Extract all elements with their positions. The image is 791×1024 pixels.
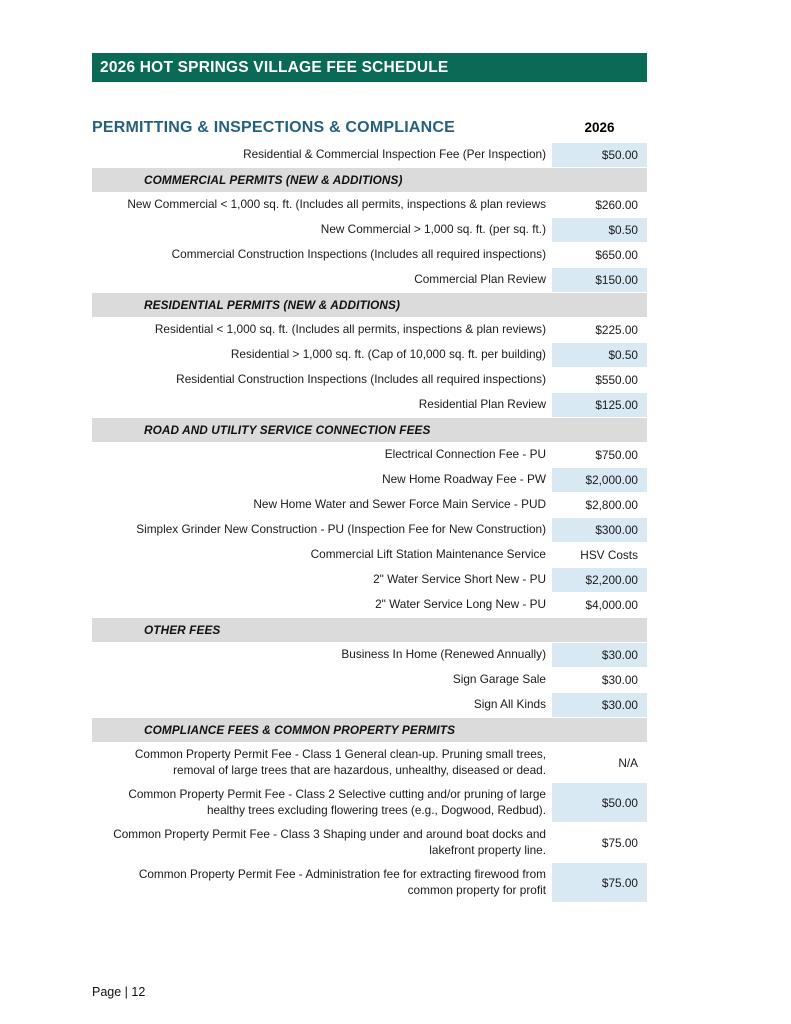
- fee-label: Commercial Plan Review: [414, 272, 546, 287]
- fee-value: HSV Costs: [580, 548, 638, 562]
- section-header-row: [92, 418, 647, 442]
- fee-value: $0.50: [552, 343, 647, 367]
- fee-label: Sign All Kinds: [473, 697, 546, 712]
- fee-row: [92, 593, 647, 617]
- section-header-row: [92, 718, 647, 742]
- fee-value: N/A: [618, 755, 638, 770]
- fee-row: [92, 743, 647, 782]
- fee-row: [92, 693, 647, 717]
- fee-label: 2" Water Service Long New - PU: [375, 597, 546, 612]
- fee-value: $260.00: [595, 198, 638, 212]
- fee-row: [92, 493, 647, 517]
- fee-value: $75.00: [601, 835, 638, 850]
- fee-value: $4,000.00: [585, 598, 638, 612]
- section-header-label: ROAD AND UTILITY SERVICE CONNECTION FEES: [144, 423, 431, 437]
- fee-row: [92, 568, 647, 592]
- fee-label: Residential > 1,000 sq. ft. (Cap of 10,000 sq. ft. per building): [230, 347, 546, 362]
- fee-row: [92, 443, 647, 467]
- fee-value: $50.00: [552, 143, 647, 167]
- section-header-label: OTHER FEES: [144, 623, 221, 637]
- fee-value: $550.00: [595, 373, 638, 387]
- fee-label: Simplex Grinder New Construction - PU (Inspection Fee for New Construction): [136, 522, 546, 537]
- fee-label: Residential < 1,000 sq. ft. (Includes all permits, inspections & plan reviews): [154, 322, 546, 337]
- fee-value: $650.00: [595, 248, 638, 262]
- section-header-label: RESIDENTIAL PERMITS (NEW & ADDITIONS): [144, 298, 401, 312]
- fee-row: [92, 393, 647, 417]
- fee-label: 2" Water Service Short New - PU: [373, 572, 546, 587]
- fee-label: New Commercial < 1,000 sq. ft. (Includes all permits, inspections & plan reviews: [127, 197, 546, 212]
- fee-label: Common Property Permit Fee - Administration fee for extracting firewood from common property for profit: [138, 867, 546, 897]
- fee-value: $30.00: [552, 643, 647, 667]
- fee-label: Sign Garage Sale: [452, 672, 546, 687]
- fee-row: [92, 243, 647, 267]
- section-header-row: [92, 293, 647, 317]
- fee-table: [92, 143, 647, 902]
- fee-row: [92, 318, 647, 342]
- fee-label: Common Property Permit Fee - Class 2 Selective cutting and/or pruning of large healthy trees excluding flowering trees (e.g., Dogwood, Redbud).: [128, 787, 546, 817]
- fee-label: New Home Water and Sewer Force Main Service - PUD: [253, 497, 546, 512]
- banner-title: 2026 HOT SPRINGS VILLAGE FEE SCHEDULE: [100, 58, 449, 76]
- fee-row: [92, 143, 647, 167]
- fee-value: $300.00: [552, 518, 647, 542]
- fee-label: Commercial Lift Station Maintenance Service: [310, 547, 546, 562]
- section-header-row: [92, 618, 647, 642]
- fee-value: $750.00: [595, 448, 638, 462]
- fee-row: [92, 783, 647, 822]
- fee-label: Residential Construction Inspections (Includes all required inspections): [176, 372, 546, 387]
- fee-label: Commercial Construction Inspections (Includes all required inspections): [171, 247, 546, 262]
- fee-label: Common Property Permit Fee - Class 3 Shaping under and around boat docks and lakefront property line.: [113, 827, 546, 857]
- fee-row: [92, 518, 647, 542]
- fee-value: $125.00: [552, 393, 647, 417]
- page-title: PERMITTING & INSPECTIONS & COMPLIANCE: [92, 119, 455, 136]
- fee-label: New Commercial > 1,000 sq. ft. (per sq. ft.): [320, 222, 546, 237]
- fee-value: $30.00: [601, 673, 638, 687]
- fee-row: [92, 193, 647, 217]
- fee-row: [92, 268, 647, 292]
- fee-label: Residential & Commercial Inspection Fee (Per Inspection): [243, 147, 546, 162]
- fee-label: New Home Roadway Fee - PW: [382, 472, 546, 487]
- fee-value: $150.00: [552, 268, 647, 292]
- fee-label: Electrical Connection Fee - PU: [384, 447, 546, 462]
- table-heading-row: [92, 119, 647, 137]
- page-footer: [92, 985, 145, 999]
- section-header-label: COMPLIANCE FEES & COMMON PROPERTY PERMITS: [144, 723, 456, 737]
- fee-value: $2,200.00: [552, 568, 647, 592]
- fee-value: $30.00: [552, 693, 647, 717]
- fee-value: $75.00: [552, 863, 647, 902]
- page-content: [92, 53, 647, 903]
- fee-row: [92, 668, 647, 692]
- fee-row: [92, 368, 647, 392]
- fee-label: Business In Home (Renewed Annually): [341, 647, 546, 662]
- section-header-label: COMMERCIAL PERMITS (NEW & ADDITIONS): [144, 173, 403, 187]
- fee-label: Residential Plan Review: [418, 397, 546, 412]
- fee-row: [92, 543, 647, 567]
- page-number: Page | 12: [92, 985, 146, 999]
- fee-value: $50.00: [552, 783, 647, 822]
- fee-row: [92, 863, 647, 902]
- fee-row: [92, 218, 647, 242]
- fee-value: $2,000.00: [552, 468, 647, 492]
- fee-row: [92, 468, 647, 492]
- fee-row: [92, 823, 647, 862]
- fee-row: [92, 643, 647, 667]
- year-column-header: 2026: [584, 120, 615, 135]
- fee-value: $225.00: [595, 323, 638, 337]
- fee-row: [92, 343, 647, 367]
- fee-value: $2,800.00: [585, 498, 638, 512]
- title-banner: [92, 53, 647, 82]
- section-header-row: [92, 168, 647, 192]
- fee-label: Common Property Permit Fee - Class 1 General clean-up. Pruning small trees, removal of large trees that are hazardous, unhealthy, diseased or dead.: [134, 747, 546, 777]
- fee-value: $0.50: [552, 218, 647, 242]
